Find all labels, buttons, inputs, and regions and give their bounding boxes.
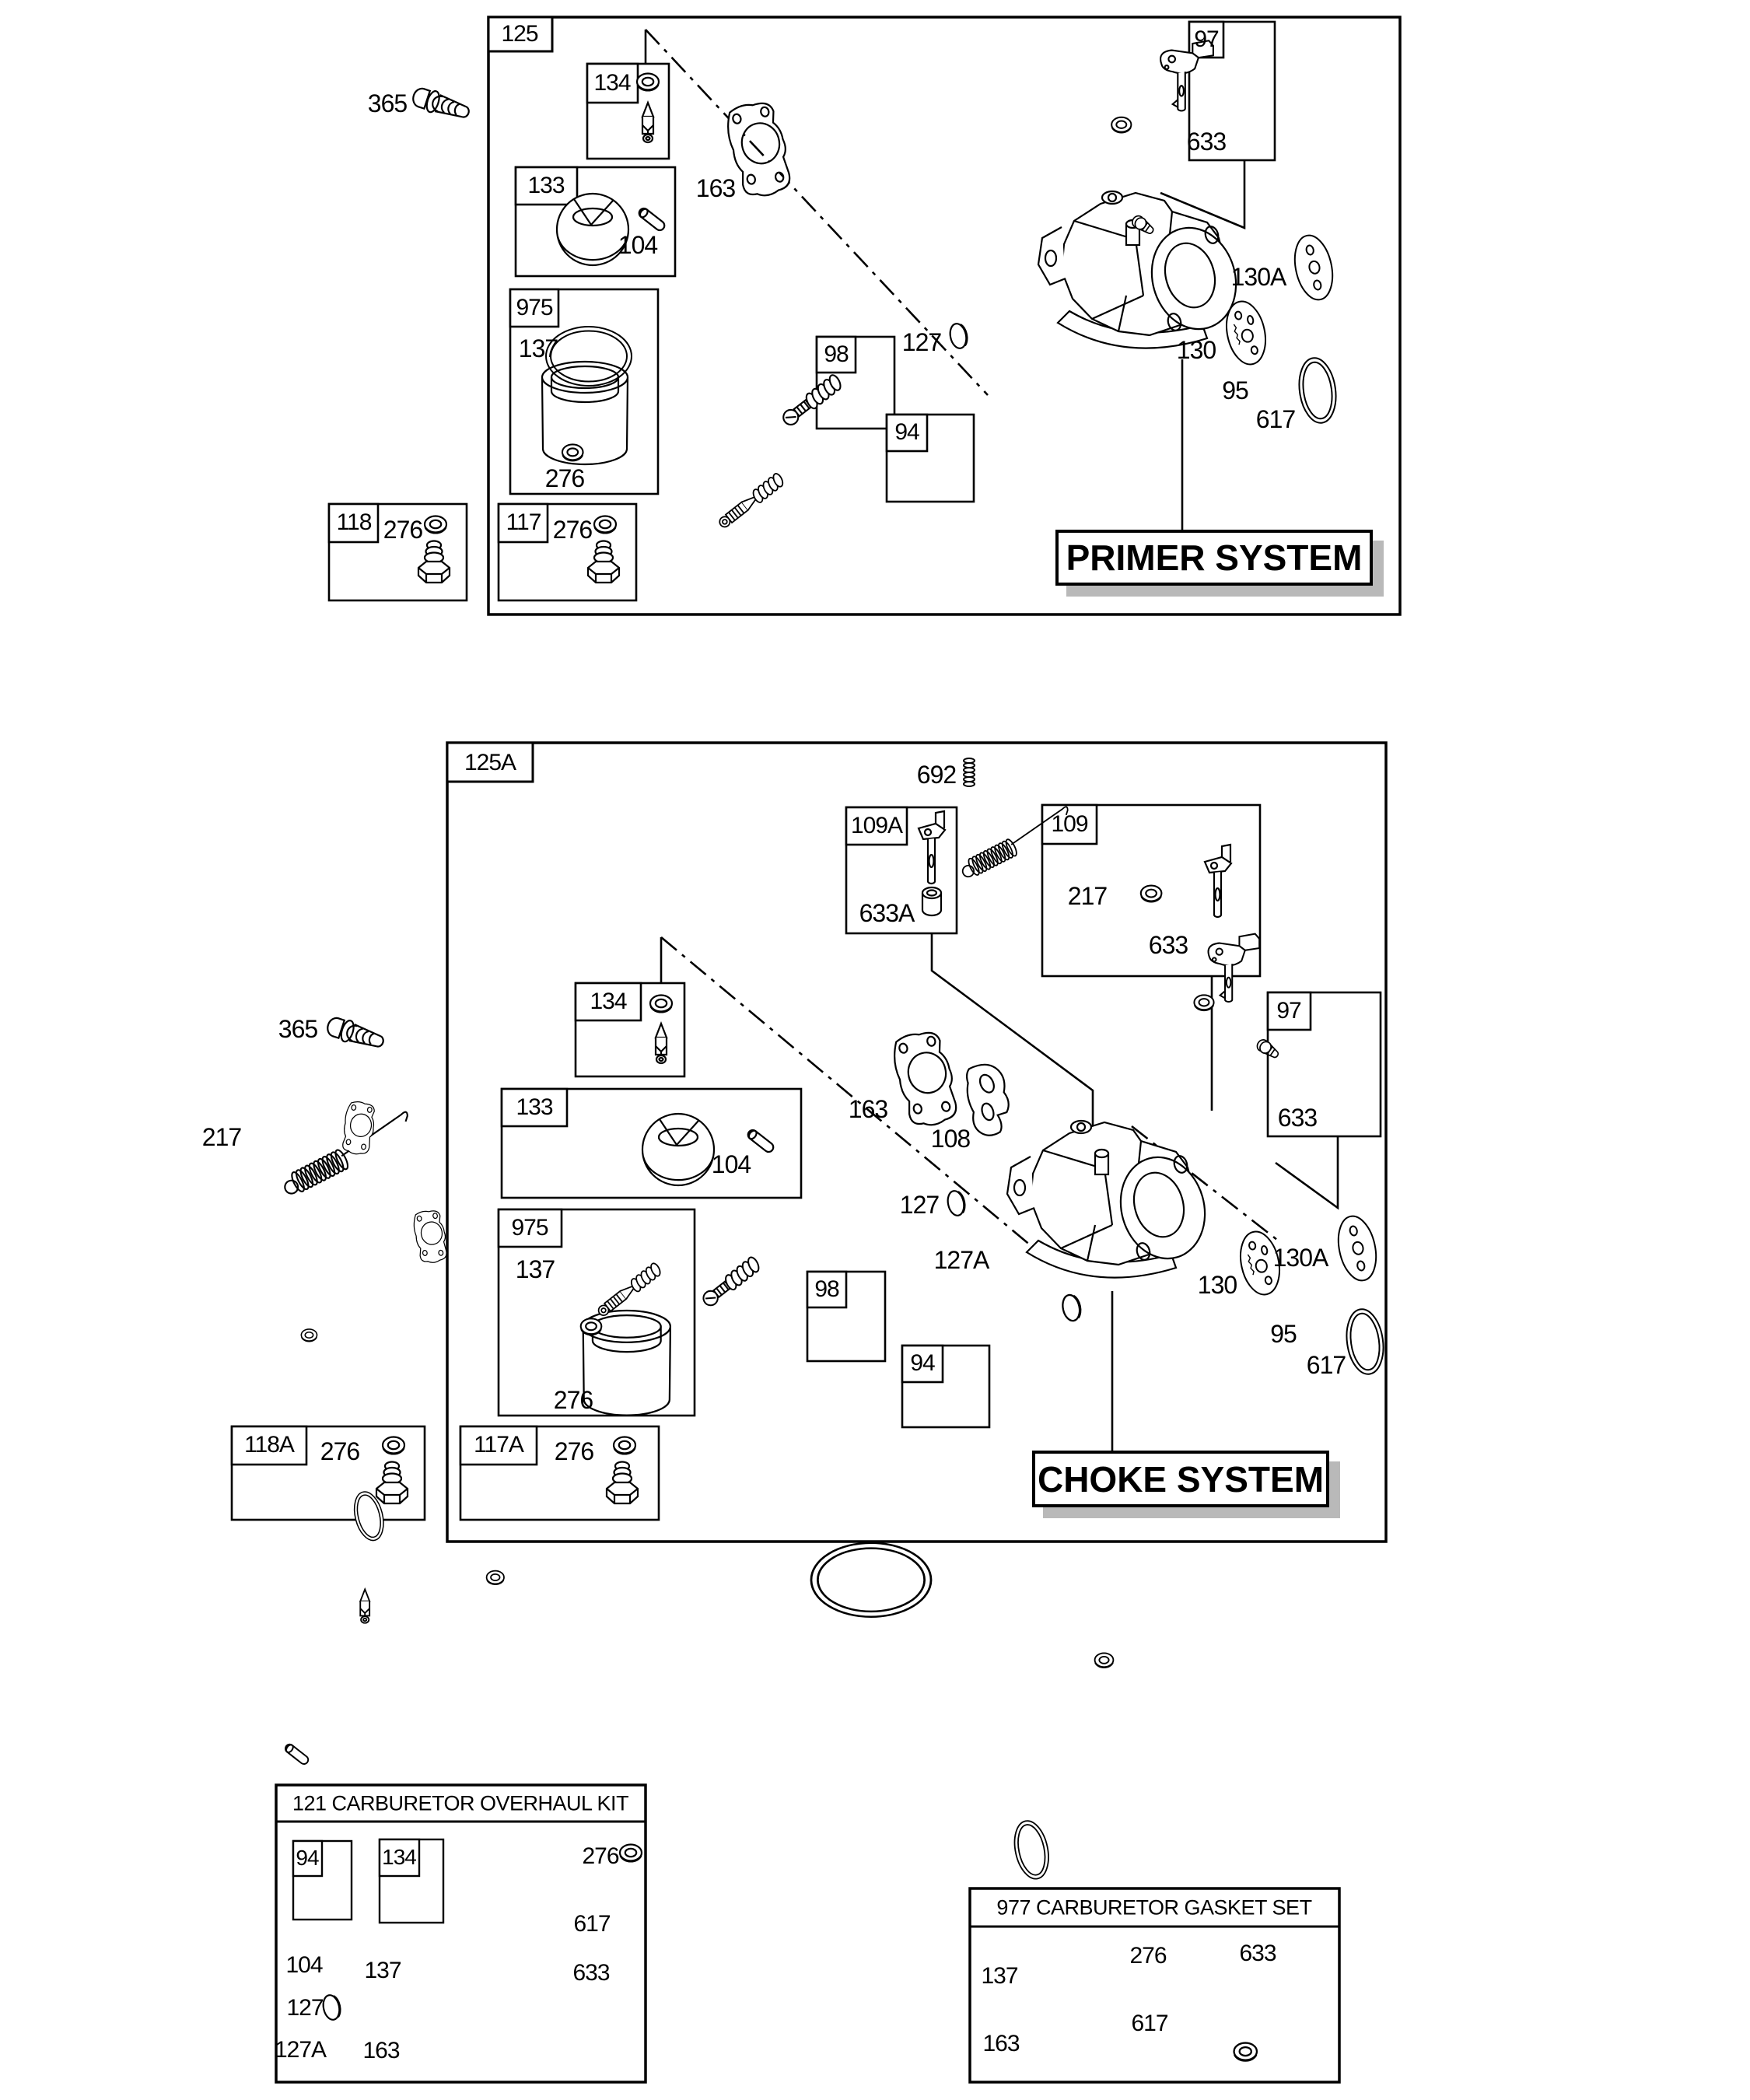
part-label-137: 137	[518, 334, 558, 362]
part-label-109: 109	[1051, 811, 1088, 837]
part-label-633: 633	[1277, 1104, 1318, 1132]
primer-system-title-box	[1055, 530, 1373, 586]
part-label-127: 127	[286, 1995, 324, 2021]
part-label-127a: 127A	[933, 1246, 989, 1274]
part-label-633: 633	[1186, 128, 1227, 156]
part-label-975: 975	[516, 295, 553, 320]
part-label-130a: 130A	[1272, 1244, 1328, 1272]
part-label-633a: 633A	[859, 899, 915, 927]
part-label-109a: 109A	[850, 813, 903, 838]
part-label-127: 127	[899, 1191, 940, 1219]
primer-system-title: PRIMER SYSTEM	[1066, 537, 1363, 578]
part-label-108: 108	[930, 1125, 971, 1153]
part-label-117: 117	[506, 509, 541, 535]
part-label-276-117a: 276	[554, 1437, 594, 1465]
part-label-98: 98	[814, 1276, 839, 1302]
part-label-137: 137	[364, 1958, 401, 1983]
gasket-set-title: 977 CARBURETOR GASKET SET	[996, 1895, 1312, 1920]
part-label-617: 617	[1306, 1351, 1346, 1379]
part-label-617: 617	[1131, 2011, 1168, 2036]
part-label-104: 104	[618, 231, 658, 259]
part-label-133: 133	[516, 1094, 553, 1120]
part-label-118a: 118A	[244, 1432, 294, 1458]
part-label-104: 104	[285, 1952, 323, 1978]
part-label-975: 975	[511, 1215, 548, 1241]
part-label-633: 633	[572, 1960, 610, 1986]
part-label-217: 217	[201, 1123, 242, 1151]
part-label-137: 137	[981, 1963, 1018, 1989]
part-label-163: 163	[362, 2038, 400, 2063]
part-label-163: 163	[695, 174, 736, 202]
part-label-117a: 117A	[474, 1432, 523, 1458]
part-label-617: 617	[1255, 405, 1296, 433]
part-label-127: 127	[901, 328, 942, 356]
part-label-130a: 130A	[1230, 263, 1286, 291]
part-label-118: 118	[336, 509, 372, 535]
part-label-125a: 125A	[464, 750, 516, 775]
part-label-137: 137	[515, 1255, 555, 1283]
part-label-127a: 127A	[274, 2037, 327, 2063]
choke-system-title-box	[1032, 1451, 1329, 1507]
part-label-134: 134	[593, 70, 631, 96]
choke-system-title: CHOKE SYSTEM	[1037, 1458, 1325, 1500]
part-label-104: 104	[711, 1150, 751, 1178]
part-label-365: 365	[278, 1015, 318, 1043]
part-label-133: 133	[527, 173, 565, 198]
part-label-98: 98	[824, 341, 849, 367]
part-label-134: 134	[382, 1845, 416, 1869]
part-label-217-box: 217	[1067, 882, 1108, 910]
part-label-276-bowl: 276	[544, 464, 585, 492]
part-label-163: 163	[848, 1095, 888, 1123]
part-label-692: 692	[916, 761, 957, 789]
part-label-276-bowl: 276	[553, 1386, 593, 1414]
part-label-276-118: 276	[383, 516, 423, 544]
part-label-130: 130	[1176, 336, 1216, 364]
part-label-94: 94	[894, 419, 919, 445]
part-label-276: 276	[582, 1843, 619, 1869]
part-label-276: 276	[1129, 1943, 1167, 1969]
part-label-95: 95	[1222, 376, 1248, 404]
part-label-617: 617	[573, 1911, 611, 1937]
part-label-95: 95	[1270, 1320, 1297, 1348]
part-label-163: 163	[982, 2031, 1020, 2056]
part-label-633-109: 633	[1148, 931, 1188, 959]
part-label-130: 130	[1197, 1271, 1237, 1299]
part-label-633: 633	[1239, 1941, 1276, 1966]
part-label-365: 365	[367, 89, 408, 117]
part-label-97: 97	[1276, 998, 1301, 1024]
part-label-94: 94	[910, 1350, 935, 1376]
part-label-125: 125	[501, 21, 538, 47]
part-label-94: 94	[296, 1846, 319, 1870]
part-label-276-117: 276	[552, 516, 593, 544]
part-label-276-118a: 276	[320, 1437, 360, 1465]
part-label-134: 134	[590, 989, 627, 1014]
part-label-97: 97	[1194, 26, 1219, 52]
overhaul-kit-title: 121 CARBURETOR OVERHAUL KIT	[292, 1791, 629, 1815]
